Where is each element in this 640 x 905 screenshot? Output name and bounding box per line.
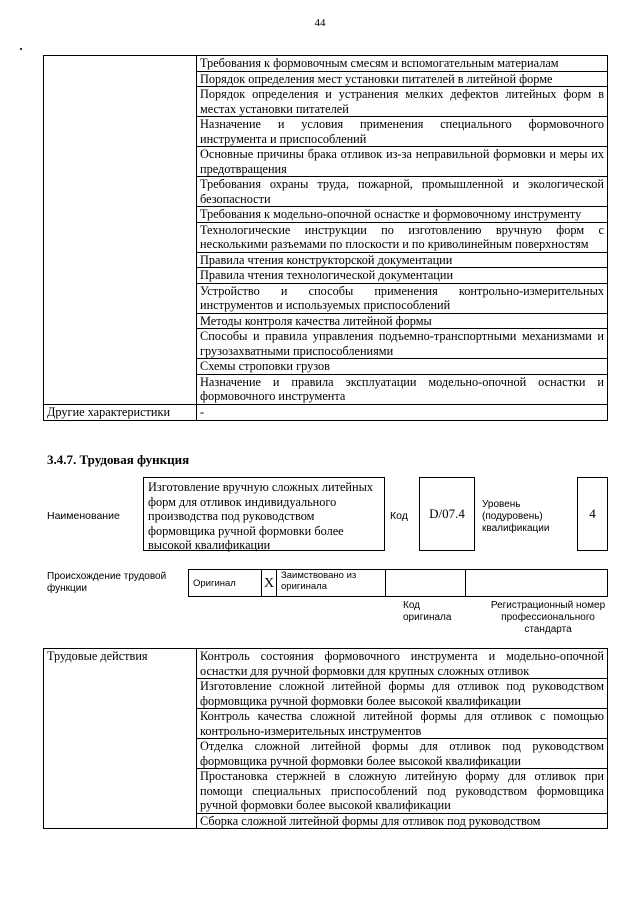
knowledge-table	[43, 55, 608, 421]
function-code-box: D/07.4	[419, 477, 475, 551]
other-characteristics-value: -	[197, 404, 608, 420]
origin-label: Происхождение трудовой функции	[47, 571, 167, 594]
labor-actions-label: Трудовые действия	[44, 649, 197, 829]
knowledge-item: Методы контроля качества литейной формы	[197, 313, 608, 329]
knowledge-item: Технологические инструкции по изготовлению вручную форм с несколькими разъемами по плоскости и по криволинейным поверхностям	[197, 222, 608, 252]
knowledge-item: Требования охраны труда, пожарной, промышленной и экологической безопасности	[197, 177, 608, 207]
knowledge-item: Правила чтения технологической документации	[197, 268, 608, 284]
knowledge-item: Назначение и правила эксплуатации модельно-опочной оснастки и формовочного инструмента	[197, 374, 608, 404]
table-row	[44, 649, 608, 679]
original-mark: X	[262, 570, 277, 597]
code-label: Код	[390, 510, 408, 522]
knowledge-item: Назначение и условия применения специального формовочного инструмента и приспособлений	[197, 117, 608, 147]
original-label: Оригинал	[189, 570, 262, 597]
labor-action-item: Контроль состояния формовочного инструмента и модельно-опочной оснастки для ручной формовки для крупных сложных отливок	[197, 649, 608, 679]
knowledge-item: Порядок определения и устранения мелких дефектов литейных форм в местах установки питателей	[197, 87, 608, 117]
table-row	[44, 56, 608, 72]
origin-table	[188, 569, 608, 597]
other-characteristics-label: Другие характеристики	[44, 404, 197, 420]
knowledge-item: Требования к модельно-опочной оснастке и формовочному инструменту	[197, 207, 608, 223]
knowledge-label-cell	[44, 56, 197, 405]
labor-action-item: Простановка стержней в сложную литейную форму для отливок при помощи специальных приспособлений под руководством формовщика ручной формовки более высокой квалификации	[197, 769, 608, 814]
code-original-label: Код оригинала	[403, 600, 452, 623]
labor-actions-table	[43, 648, 608, 829]
level-box: 4	[577, 477, 608, 551]
labor-action-item: Изготовление сложной литейной формы для отливок под руководством формовщика ручной формовки более высокой квалификации	[197, 679, 608, 709]
knowledge-item: Устройство и способы применения контрольно-измерительных инструментов и используемых приспособлений	[197, 283, 608, 313]
labor-action-item: Контроль качества сложной литейной формы для отливок с помощью контрольно-измерительных инструментов	[197, 709, 608, 739]
code-original-cell	[386, 570, 466, 597]
labor-action-item: Отделка сложной литейной формы для отливок под руководством формовщика ручной формовки более высокой квалификации	[197, 739, 608, 769]
knowledge-item: Правила чтения конструкторской документации	[197, 252, 608, 268]
knowledge-item: Порядок определения мест установки питателей в литейной форме	[197, 71, 608, 87]
knowledge-item: Способы и правила управления подъемно-транспортными механизмами и грузозахватными приспособлениями	[197, 329, 608, 359]
reg-number-label: Регистрационный номер профессионального стандарта	[490, 600, 606, 635]
labor-action-item: Сборка сложной литейной формы для отливок под руководством	[197, 813, 608, 829]
page-number: 44	[314, 17, 326, 29]
section-title: 3.4.7. Трудовая функция	[47, 452, 190, 467]
name-label: Наименование	[47, 510, 120, 522]
knowledge-item: Основные причины брака отливок из-за неправильной формовки и меры их предотвращения	[197, 147, 608, 177]
level-label: Уровень (подуровень) квалификации	[482, 499, 550, 534]
knowledge-item: Схемы строповки грузов	[197, 359, 608, 375]
scan-mark	[20, 48, 22, 50]
knowledge-item: Требования к формовочным смесям и вспомогательным материалам	[197, 56, 608, 72]
borrowed-label: Заимствовано из оригинала	[277, 570, 386, 597]
function-name-box: Изготовление вручную сложных литейных форм для отливок индивидуального производства под руководством формовщика ручной формовки более высокой квалификации	[143, 477, 385, 551]
reg-number-cell	[466, 570, 608, 597]
table-row	[44, 404, 608, 420]
